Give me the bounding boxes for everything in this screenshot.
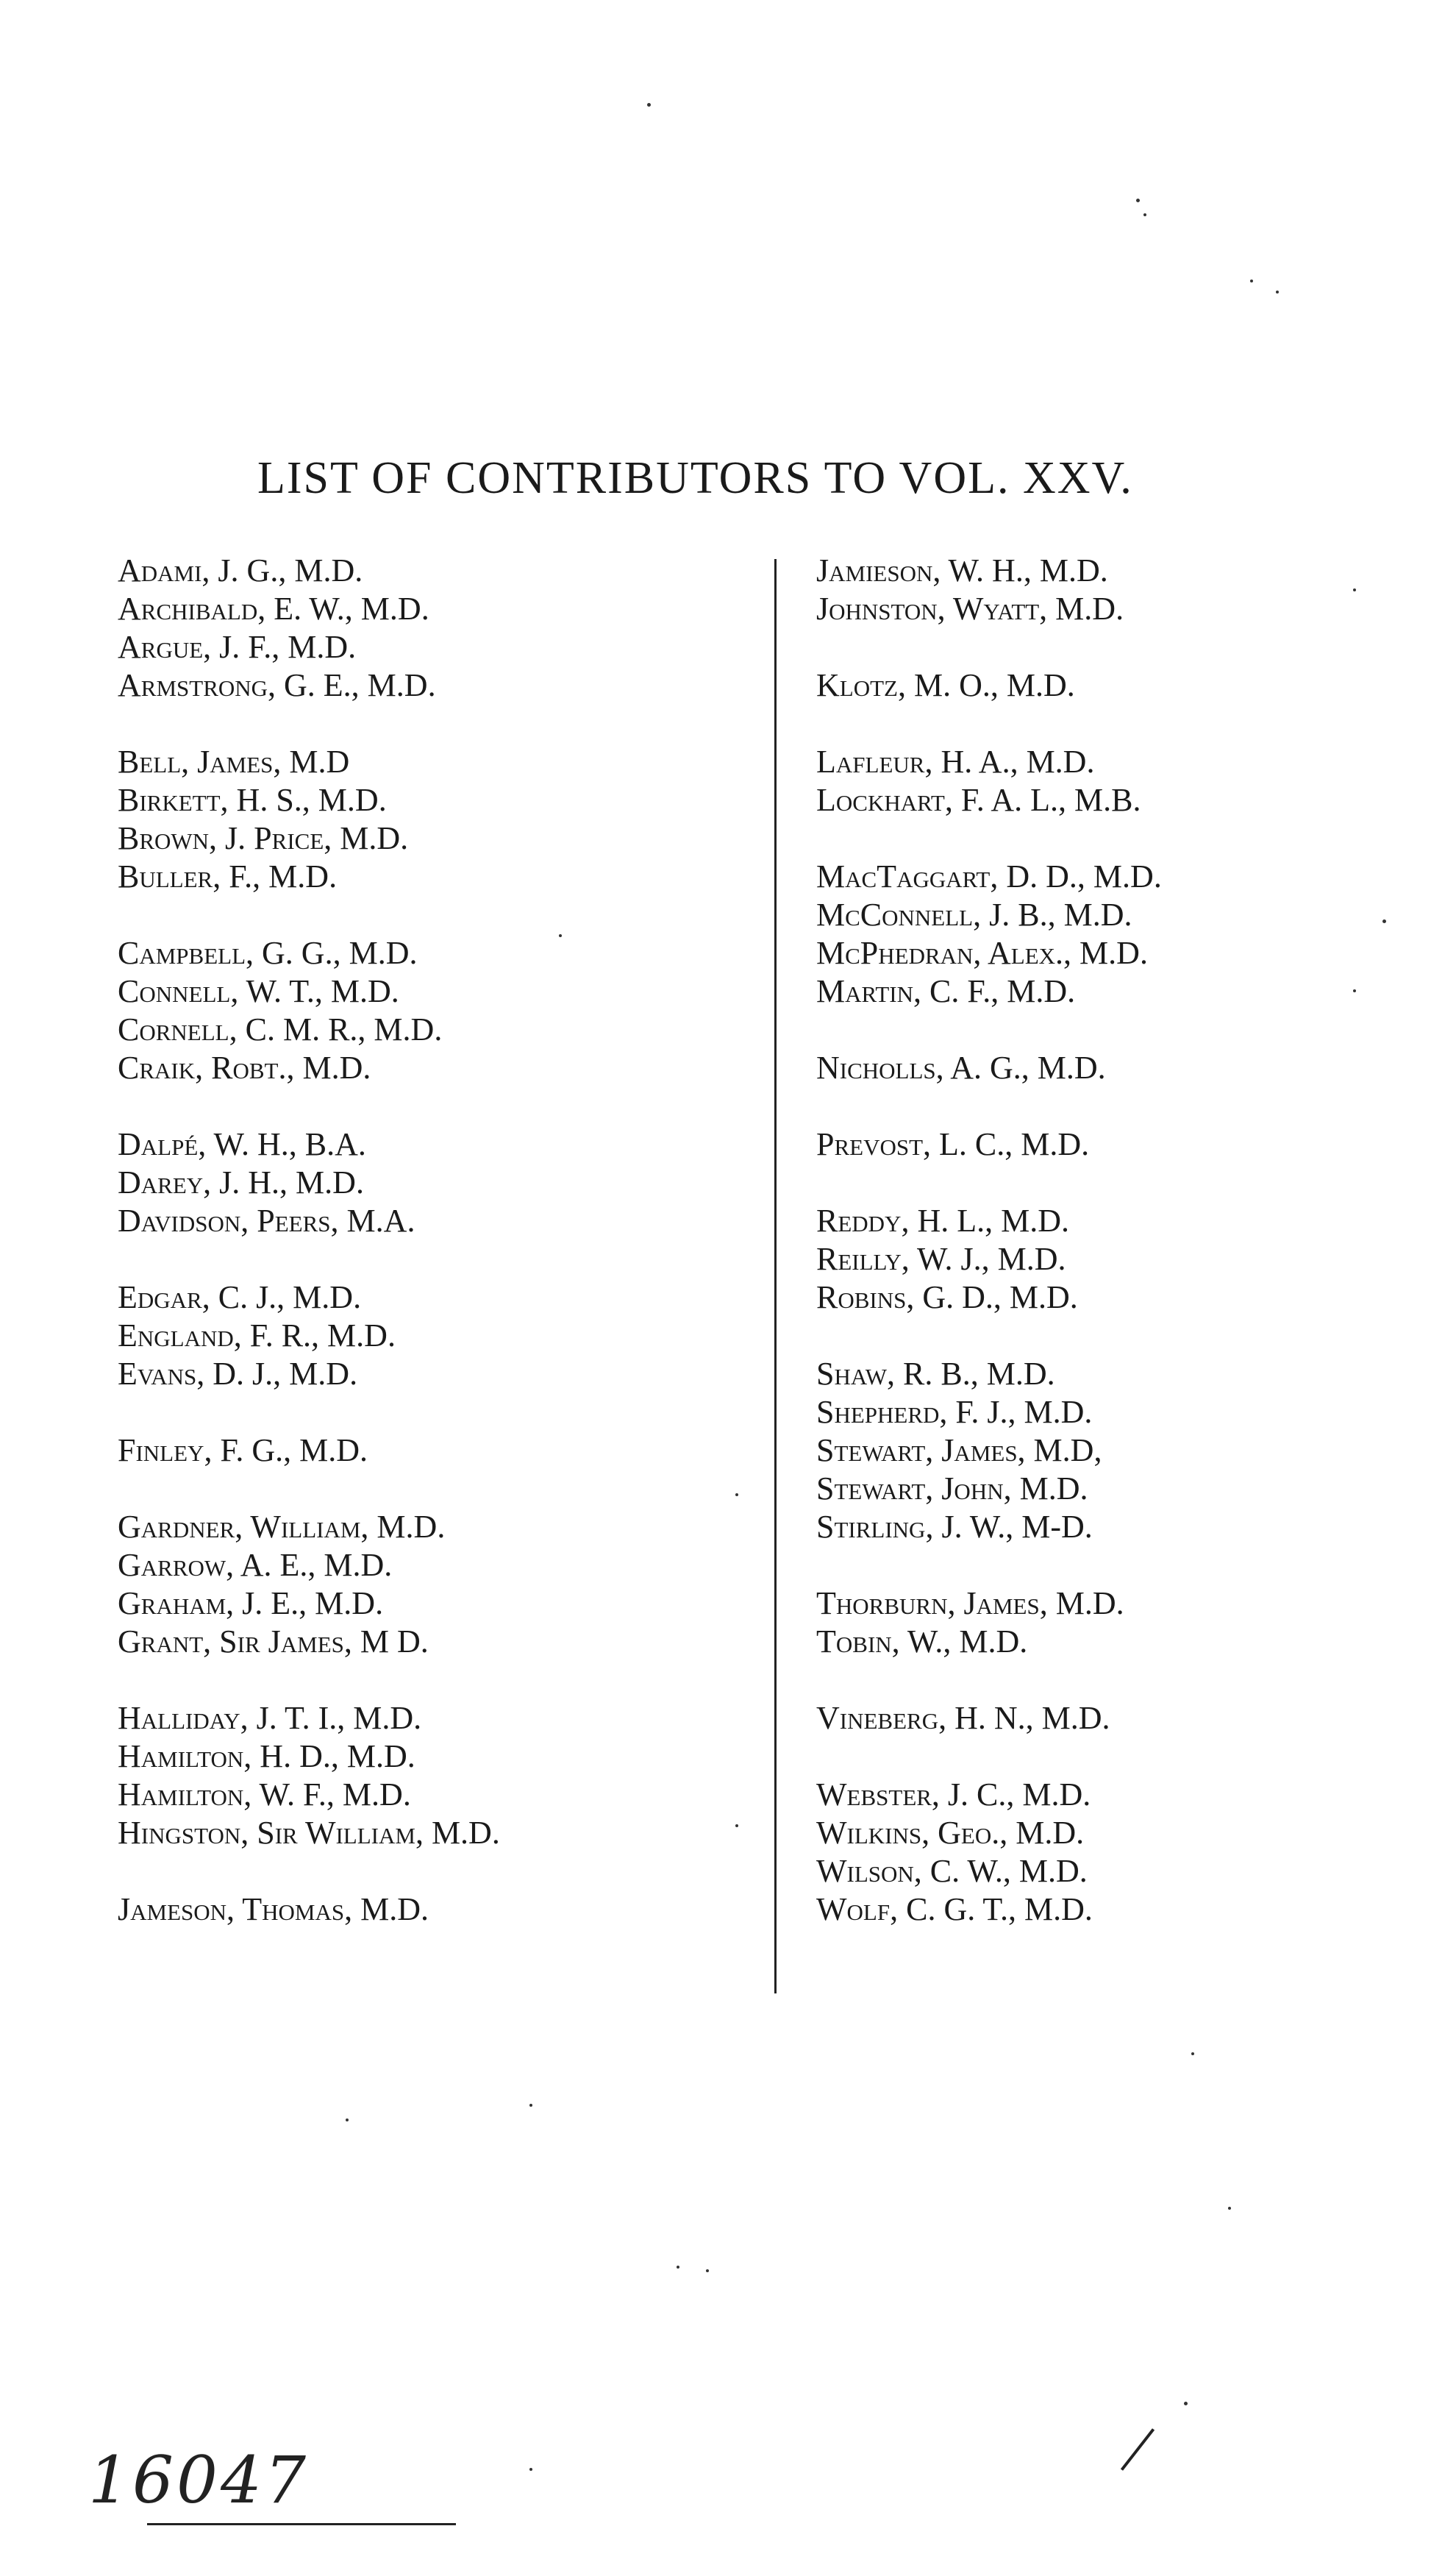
contributor-entry: Prevost, L. C., M.D. (816, 1126, 1090, 1162)
contributor-entry: Garrow, A. E., M.D. (118, 1547, 393, 1583)
contributor-entry: Robins, G. D., M.D. (816, 1279, 1078, 1315)
contributor-entry: MacTaggart, D. D., M.D. (816, 858, 1162, 894)
contributor-entry: Lockhart, F. A. L., M.B. (816, 782, 1141, 818)
contributor-entry: Halliday, J. T. I., M.D. (118, 1700, 422, 1736)
speck (677, 2266, 679, 2269)
speck (559, 934, 562, 937)
contributor-entry: Tobin, W., M.D. (816, 1623, 1028, 1659)
contributor-entry: Reddy, H. L., M.D. (816, 1203, 1069, 1239)
contributor-entry: Finley, F. G., M.D. (118, 1432, 368, 1468)
speck (1353, 588, 1356, 591)
contributor-entry: Johnston, Wyatt, M.D. (816, 591, 1124, 627)
speck (529, 2104, 532, 2107)
contributor-entry: Evans, D. J., M.D. (118, 1356, 358, 1392)
contributor-entry: Klotz, M. O., M.D. (816, 667, 1075, 703)
speck (1250, 280, 1253, 282)
contributor-entry: Jamieson, W. H., M.D. (816, 552, 1108, 588)
contributor-entry: Darey, J. H., M.D. (118, 1164, 364, 1200)
contributor-entry: McPhedran, Alex., M.D. (816, 935, 1148, 971)
contributor-entry: Stewart, John, M.D. (816, 1470, 1088, 1506)
contributor-entry: Connell, W. T., M.D. (118, 973, 399, 1009)
speck (529, 2468, 532, 2471)
contributor-entry: Shepherd, F. J., M.D. (816, 1394, 1093, 1430)
page-title: LIST OF CONTRIBUTORS TO VOL. XXV. (257, 453, 1133, 503)
contributor-entry: Hamilton, H. D., M.D. (118, 1738, 415, 1774)
contributor-entry: Archibald, E. W., M.D. (118, 591, 429, 627)
speck (706, 2269, 709, 2272)
contributor-entry: Hingston, Sir William, M.D. (118, 1815, 500, 1851)
contributor-entry: Davidson, Peers, M.A. (118, 1203, 415, 1239)
contributor-entry: Martin, C. F., M.D. (816, 973, 1076, 1009)
speck (1191, 2052, 1194, 2055)
speck (1353, 989, 1356, 992)
contributor-entry: McConnell, J. B., M.D. (816, 897, 1132, 933)
speck (735, 1493, 738, 1496)
handwritten-number: 16047 (88, 2442, 309, 2518)
contributor-entry: Brown, J. Price, M.D. (118, 820, 409, 856)
contributor-entry: Craik, Robt., M.D. (118, 1050, 371, 1086)
speck (1276, 291, 1279, 294)
contributor-entry: Hamilton, W. F., M.D. (118, 1776, 411, 1812)
contributor-entry: Grant, Sir James, M D. (118, 1623, 429, 1659)
pencil-mark (1121, 2428, 1155, 2471)
speck (735, 1824, 738, 1827)
contributor-entry: Birkett, H. S., M.D. (118, 782, 387, 818)
contributor-entry: Reilly, W. J., M.D. (816, 1241, 1066, 1277)
contributor-entry: Webster, J. C., M.D. (816, 1776, 1091, 1812)
contributor-entry: Adami, J. G., M.D. (118, 552, 363, 588)
contributor-entry: Dalpé, W. H., B.A. (118, 1126, 366, 1162)
contributor-entry: Stirling, J. W., M-D. (816, 1509, 1093, 1545)
contributor-entry: Nicholls, A. G., M.D. (816, 1050, 1106, 1086)
contributor-entry: Edgar, C. J., M.D. (118, 1279, 362, 1315)
contributor-entry: Argue, J. F., M.D. (118, 629, 357, 665)
contributor-entry: Stewart, James, M.D, (816, 1432, 1102, 1468)
contributor-entry: Armstrong, G. E., M.D. (118, 667, 436, 703)
contributor-entry: Wolf, C. G. T., M.D. (816, 1891, 1093, 1927)
speck (1382, 919, 1386, 923)
speck (1136, 199, 1140, 202)
speck (1184, 2402, 1188, 2405)
contributor-entry: Gardner, William, M.D. (118, 1509, 446, 1545)
speck (1143, 213, 1146, 216)
contributor-entry: Cornell, C. M. R., M.D. (118, 1011, 443, 1047)
contributor-entry: Wilkins, Geo., M.D. (816, 1815, 1085, 1851)
contributor-entry: England, F. R., M.D. (118, 1317, 396, 1353)
speck (1228, 2207, 1231, 2210)
contributor-entry: Graham, J. E., M.D. (118, 1585, 384, 1621)
speck (647, 103, 651, 107)
column-divider (774, 559, 777, 1993)
contributor-entry: Buller, F., M.D. (118, 858, 338, 894)
contributor-entry: Shaw, R. B., M.D. (816, 1356, 1055, 1392)
speck (346, 2118, 349, 2121)
handwritten-underline (147, 2523, 456, 2525)
contributor-entry: Jameson, Thomas, M.D. (118, 1891, 429, 1927)
contributor-entry: Campbell, G. G., M.D. (118, 935, 418, 971)
contributor-entry: Vineberg, H. N., M.D. (816, 1700, 1110, 1736)
contributor-entry: Lafleur, H. A., M.D. (816, 744, 1095, 780)
contributor-entry: Bell, James, M.D (118, 744, 350, 780)
contributor-entry: Thorburn, James, M.D. (816, 1585, 1124, 1621)
contributor-entry: Wilson, C. W., M.D. (816, 1853, 1088, 1889)
